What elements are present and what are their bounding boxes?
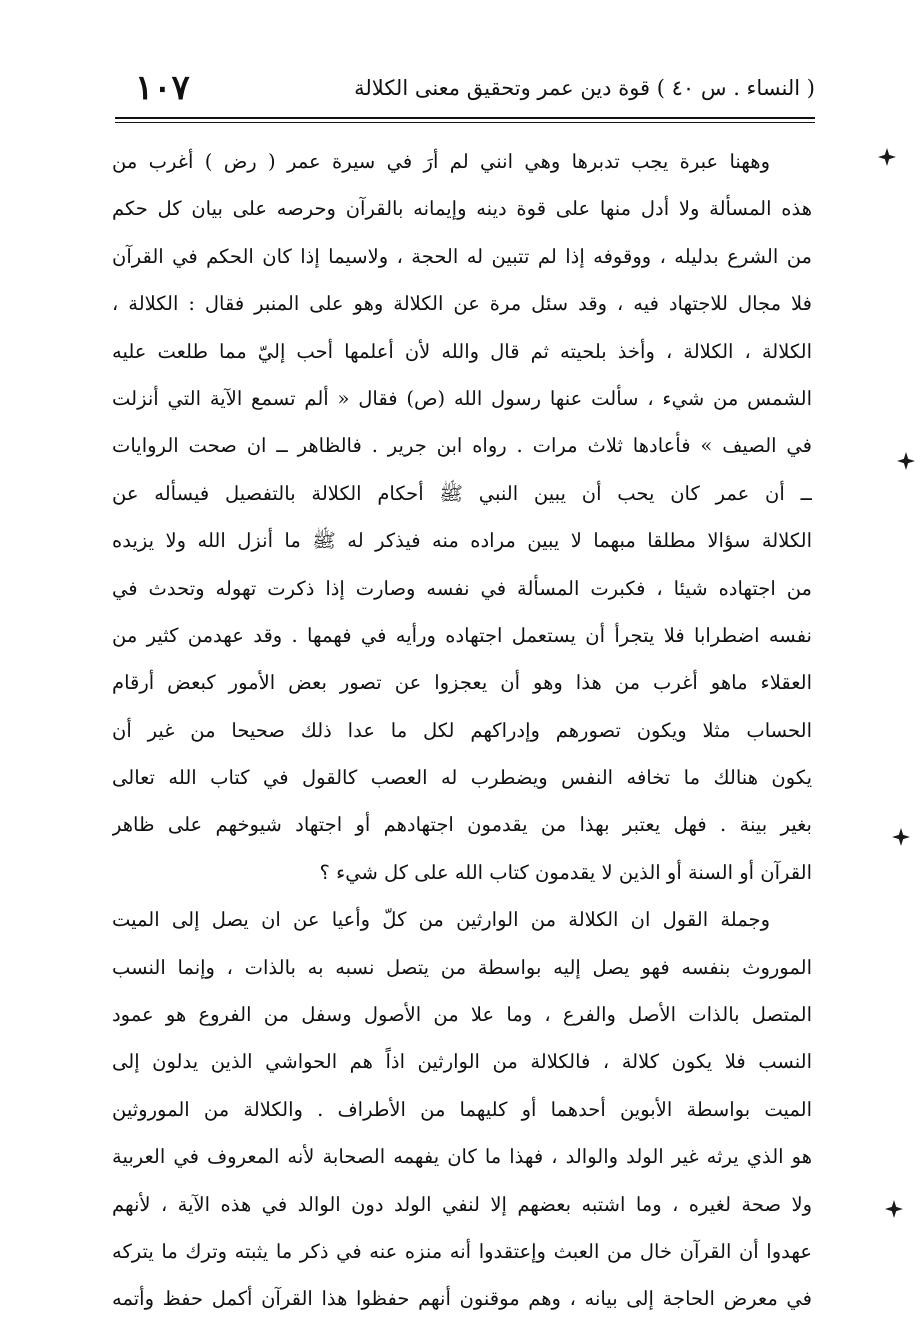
margin-ornament — [892, 828, 910, 846]
text-line: وجملة القول ان الكلالة من الوارثين من كلّ وأعيا عن ان يصل إلى الميت — [112, 908, 770, 932]
text-line: العقلاء ماهو أغرب من هذا وهو أن يعجزوا عن تصور بعض الأمور كبعض أرقام — [112, 671, 812, 695]
text-line: الحساب مثلا ويكون تصورهم وإدراكهم لكل ما عدا ذلك صحيحا من غير أن — [112, 718, 812, 742]
margin-ornament — [897, 452, 915, 470]
margin-ornament — [878, 148, 896, 166]
text-line: القرآن أو السنة أو الذين لا يقدمون كتاب الله على كل شيء ؟ — [319, 860, 812, 884]
text-line: في الصيف » فأعادها ثلاث مرات . رواه ابن جرير . فالظاهر ــ ان صحت الروايات — [112, 434, 812, 458]
page-header — [115, 70, 815, 114]
text-line: نفسه اضطرابا فلا يتجرأ أن يستعمل اجتهاده ورأيه في فهمها . وقد عهدمن كثير من — [112, 623, 812, 647]
text-line: وههنا عبرة يجب تدبرها وهي انني لم أرَ في سيرة عمر ( رض ) أغرب من — [112, 150, 770, 173]
text-line: فلا مجال للاجتهاد فيه ، وقد سئل مرة عن الكلالة وهو على المنبر فقال : الكلالة ، — [112, 292, 812, 316]
text-line: الميت بواسطة الأبوين أحدهما أو كليهما من الأطراف . والكلالة من الموروثين — [112, 1097, 812, 1121]
text-line: عهدوا أن القرآن خال من العبث وإعتقدوا أنه منزه عنه في ذكر ما يثبته وترك ما يتركه — [112, 1239, 812, 1263]
header-rule-thin — [115, 122, 815, 123]
paragraph-1 — [112, 138, 812, 896]
text-line: هو الذي يرثه غير الولد والوالد ، فهذا ما كان يفهمه الصحابة لأنه المعروف في العربية — [112, 1145, 812, 1169]
text-line: الموروث بنفسه فهو يصل إليه بواسطة من يتصل نسبه به بالذات ، وإنما النسب — [112, 955, 812, 979]
text-line: من الشرع بدليله ، ووقوفه إذا لم تتبين له الحجة ، ولاسيما إذا كان الحكم في القرآن — [112, 244, 812, 268]
text-line: ــ أن عمر كان يحب أن يبين النبي ﷺ أحكام الكلالة بالتفصيل فيسأله عن — [112, 481, 812, 505]
page-number: ١٠٧ — [135, 68, 190, 108]
paragraph-2 — [112, 896, 812, 1323]
text-line: الكلالة ، الكلالة ، وأخذ بلحيته ثم قال والله لأن أعلمها أحب إليّ مما طلعت عليه — [112, 339, 812, 363]
header-rule-thick — [115, 117, 815, 119]
running-title: ( النساء . س ٤٠ ) قوة دين عمر وتحقيق معنى الكلالة — [354, 76, 815, 100]
text-line: من اجتهاده شيئا ، فكبرت المسألة في نفسه وصارت إذا ذكرت تهوله وتحدث في — [112, 576, 812, 600]
text-line: هذه المسألة ولا أدل منها على قوة دينه وإيمانه بالقرآن وحرصه على بيان كل حكم — [112, 197, 812, 221]
body-text — [112, 138, 812, 1323]
margin-ornament — [885, 1200, 903, 1218]
text-line: يكون هنالك ما تخافه النفس ويضطرب له العصب كالقول في كتاب الله تعالى — [112, 766, 812, 790]
text-line: المتصل بالذات الأصل والفرع ، وما علا من الأصول وسفل من الفروع هو عمود — [112, 1003, 812, 1027]
text-line: ولا صحة لغيره ، وما اشتبه بعضهم إلا لنفي الولد دون الوالد في هذه الآية ، لأنهم — [112, 1192, 812, 1216]
text-line: بغير بينة . فهل يعتبر بهذا من يقدمون اجتهادهم أو اجتهاد شيوخهم على ظاهر — [112, 813, 812, 837]
text-line: في معرض الحاجة إلى بيانه ، وهم موقنون أنهم حفظوا هذا القرآن أكمل حفظ وأتمه — [112, 1287, 812, 1311]
text-line: الكلالة سؤالا مطلقا مبهما لا يبين مراده منه فيذكر له ﷺ ما أنزل الله ولا يزيده — [112, 529, 812, 553]
text-line: الشمس من شيء ، سألت عنها رسول الله (ص) فقال « ألم تسمع الآية التي أنزلت — [112, 386, 812, 410]
text-line: النسب فلا يكون كلالة ، فالكلالة من الوارثين اذاً هم الحواشي الذين يدلون إلى — [112, 1050, 812, 1074]
